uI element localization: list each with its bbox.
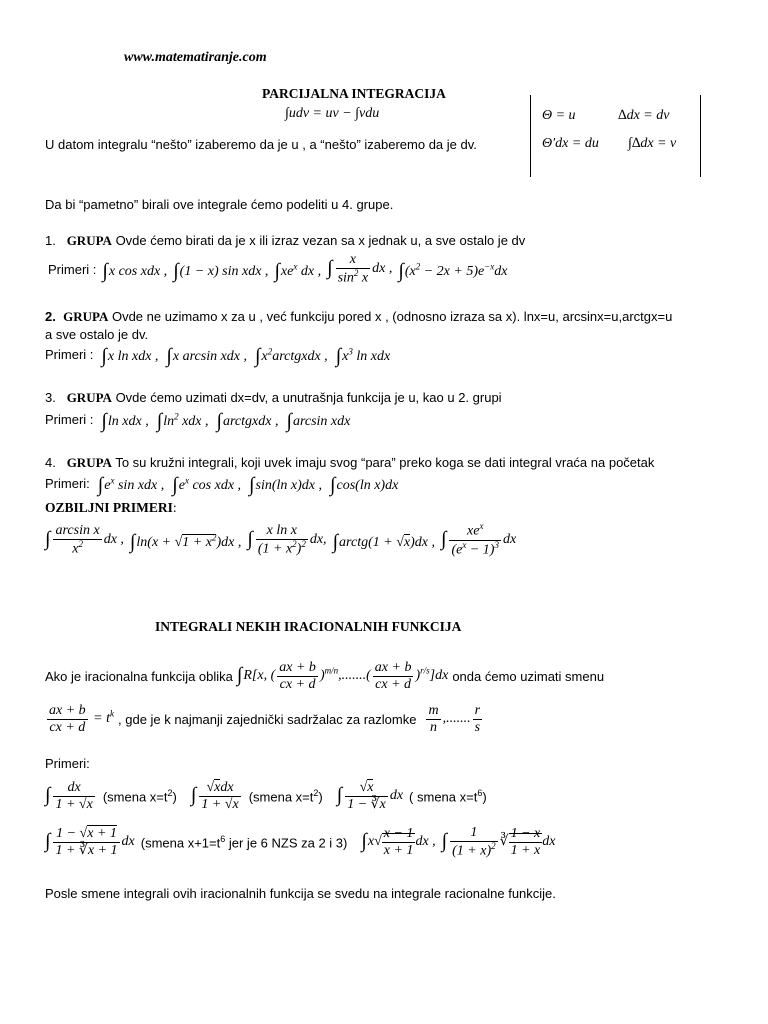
group1-heading: 1. GRUPA Ovde ćemo birati da je x ili izraz vezan sa x jednak u, a sve ostalo je dv: [45, 233, 526, 248]
group3-heading: 3. GRUPA Ovde ćemo uzimati dx=dv, a unutrašnja funkcija je u, kao u 2. grupi: [45, 390, 502, 405]
site-url[interactable]: www.matematiranje.com: [124, 50, 267, 65]
group3-examples: Primeri : ∫ln xdx , $\int\ln^2$ xdx , ∫arctgxdx , ∫arcsin xdx: [45, 410, 351, 432]
groups-intro: Da bi “pametno” birali ove integrale ćemo podeliti u 4. grupe.: [45, 197, 394, 212]
primeri-label-2: Primeri:: [45, 756, 90, 771]
partial-integration-formula: ∫udv = uv − ∫vdu: [285, 106, 380, 121]
box-right-line: [700, 95, 701, 177]
group4-heading: 4. GRUPA To su kružni integrali, koji uvek imaju svog “para” preko koga se dati integral vraća na početak: [45, 455, 655, 470]
group2-heading: 2. GRUPA Ovde ne uzimamo x za u , već funkciju pored x , (odnosno izraza sa x). lnx=u, arcsinx=u,arctgx=u: [45, 309, 673, 324]
serious-examples-heading: OZBILJNI PRIMERI:: [45, 500, 177, 515]
irrational-intro: Ako je iracionalna funkcija oblika ∫R[x, ( $\frac{ax + b}{cx + d}$ )$^{m/n}$,.......( $\frac{ax + b}{cx + d}$ )$^{r/s}$]dx onda ćemo uzimati smenu: [45, 660, 605, 692]
irrational-examples-row1: ∫ $\frac{dx}{1 + √x}$ (smena $x=t^2$) ∫ √xdx 1 + √x (smena $x=t^2$) ∫ $\frac{√x}{1 - ∛x}$ dx ( smena $x=t^6$): [45, 780, 487, 812]
irrational-examples-row2: ∫ $\frac{1 - √x + 1}{1 + ∛x + 1}$ dx (smena $x+1=t^6$ jer je 6 NZS za 2 i 3) ∫x√ $\frac{x - 1}{x + 1}$ dx , ∫ $\frac{1}{(1 + x)^2}$ ∛ $\frac{1 - x}{1 + x}$ dx: [45, 825, 556, 859]
intro-text: U datom integralu “nešto” izaberemo da je u , a “nešto” izaberemo da je dv.: [45, 137, 477, 152]
substitution-line: $\frac{ax + b}{cx + d}$ = $t^k$ , gde je k najmanji zajednički sadržalac za razlomke $\frac{m}{n}$ ,....... $\frac{r}{s}$: [49, 703, 481, 735]
section-title-partial-integration: PARCIJALNA INTEGRACIJA: [262, 86, 446, 101]
box-u: Θ = u: [542, 108, 576, 123]
box-v: ∫∆dx = v: [628, 136, 677, 151]
group2-text-cont: a sve ostalo je dv.: [45, 327, 149, 342]
group2-examples: Primeri : ∫x ln xdx , ∫x arcsin xdx , $\int x^2arctgxdx$ , $\int x^3$ ln xdx: [45, 345, 391, 367]
box-du: Θ′dx = du: [542, 136, 599, 151]
conclusion-text: Posle smene integrali ovih iracionalnih funkcija se svedu na integrale racionalne funkcije.: [45, 886, 556, 901]
group4-examples: Primeri: $\int e^x$ sin xdx , $\int e^x$ cos xdx , ∫sin(ln x)dx , ∫cos(ln x)dx: [45, 474, 399, 496]
group1-examples: Primeri : ∫x cos xdx , ∫(1 − x) sin xdx , $\int xe^x$ dx , ∫ $\frac{x}{\sin^2 x}$ dx , $\int(x^2 - 2x + 5)e^{-x}dx$: [48, 252, 508, 286]
box-left-line: [530, 95, 531, 177]
section-title-irrational: INTEGRALI NEKIH IRACIONALNIH FUNKCIJA: [155, 619, 462, 634]
box-dv: ∆dx = dv: [618, 108, 670, 123]
serious-examples: ∫ $\frac{\text{arcsin x}}{x^2}$ dx , $\int\ln(x + √1 + x^2)dx$ , ∫ $\frac{\text{x ln x}}{(1 + x^2)^2}$ dx, ∫arctg(1 + √x)dx , ∫ $xe^x$ $(e^x - 1)^3$ dx: [45, 521, 517, 558]
